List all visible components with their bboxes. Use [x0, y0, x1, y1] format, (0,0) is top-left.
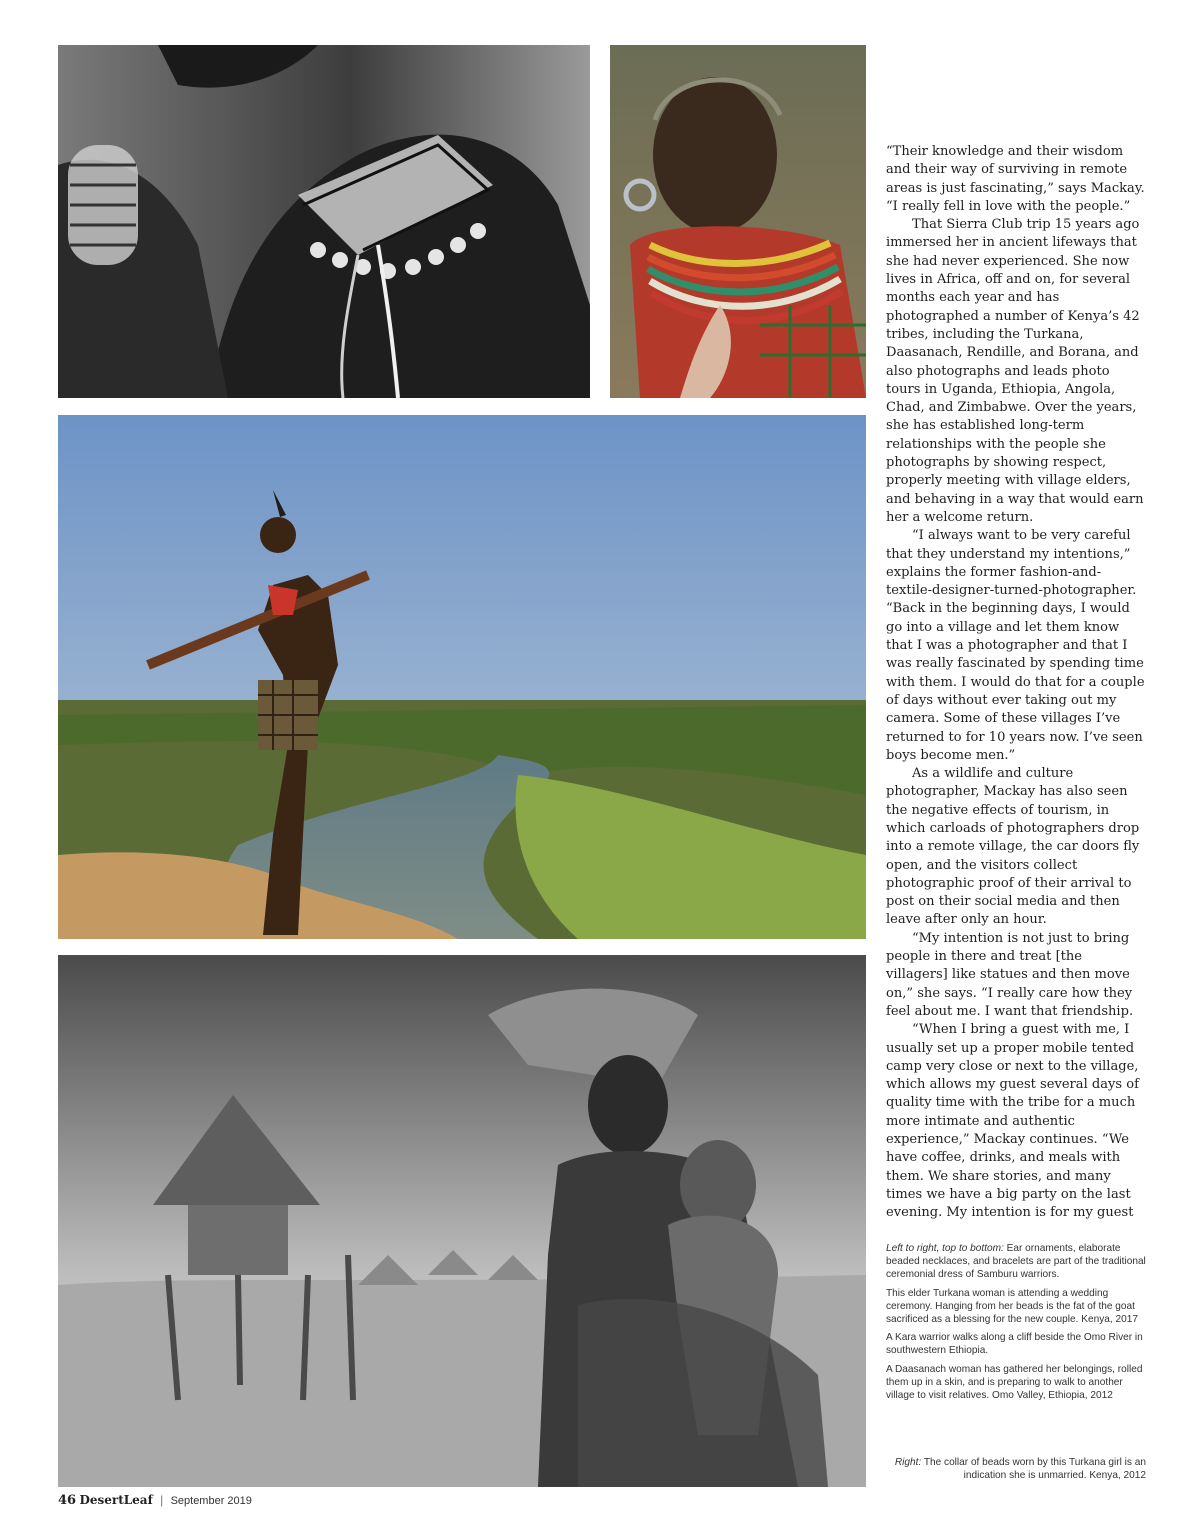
body-paragraph-3: “I always want to be very careful that they understand my intentions,” explains the former fashion-and-textile-designer-turned-photographer. “Back in the beginning days, I would go into a village and let them know that I was a photographer and that I was really fascinated by spending time with them. I would do that for a couple of days without ever taking out my camera. Some of these villages I’ve returned to for 10 years now. I’ve seen boys become men.” [886, 528, 1145, 763]
photo-captions [886, 1243, 1146, 1409]
caption-1-text: Ear ornaments, elaborate beaded necklaces, and bracelets are part of the traditional ceremonial dress of Samburu warriors. [886, 1243, 1146, 1280]
caption-right [886, 1456, 1146, 1482]
photo-daasanach-graphic [58, 955, 866, 1487]
issue-date: September 2019 [170, 1495, 252, 1507]
photo-kara-warrior [58, 415, 866, 939]
caption-2: This elder Turkana woman is attending a wedding ceremony. Hanging from her beads is the fat of the goat sacrificed as a blessing for the new couple. Kenya, 2017 [886, 1287, 1138, 1325]
body-paragraph-2: That Sierra Club trip 15 years ago immersed her in ancient lifeways that she had never experienced. She now lives in Africa, off and on, for several months each year and has photographed a number of Kenya’s 42 tribes, including the Turkana, Daasanach, Rendille, and Borana, and also photographs and leads photo tours in Uganda, Ethiopia, Angola, Chad, and Zimbabwe. Over the years, she has established long-term relationships with the people she photographs by showing respect, properly meeting with village elders, and behaving in a way that would earn her a welcome return. [886, 217, 1144, 525]
photo-daasanach-woman [58, 955, 866, 1487]
caption-lead: Left to right, top to bottom: [886, 1243, 1004, 1254]
photo-turkana-elder [610, 45, 866, 398]
photo-turkana-graphic [610, 45, 866, 398]
footer-separator: | [160, 1493, 164, 1507]
article-body [886, 143, 1146, 1223]
body-paragraph-1: “Their knowledge and their wisdom and their way of surviving in remote areas is just fascinating,” says Mackay. “I really fell in love with the people.” [886, 144, 1145, 214]
caption-3: A Kara warrior walks along a cliff beside the Omo River in southwestern Ethiopia. [886, 1332, 1143, 1357]
caption-1 [886, 1243, 1146, 1282]
caption-4: A Daasanach woman has gathered her belongings, rolled them up in a skin, and is preparing to walk to another village to visit relatives. Omo Valley, Ethiopia, 2012 [886, 1364, 1143, 1402]
magazine-name: DesertLeaf [79, 1493, 153, 1507]
body-paragraph-4: As a wildlife and culture photographer, Mackay has also seen the negative effects of tourism, in which carloads of photographers drop into a remote village, the car doors fly open, and the visitors collect photographic proof of their arrival to post on their social media and then leave after only an hour. [886, 766, 1140, 928]
body-paragraph-6: “When I bring a guest with me, I usually set up a proper mobile tented camp very close or next to the village, which allows my guest several days of quality time with the tribe for a much more intimate and authentic experience,” Mackay continues. “We have coffee, drinks, and meals with them. We share stories, and many times we have a big party on the last evening. My intention is for my guest [886, 1022, 1139, 1221]
photo-beadwork-graphic [58, 45, 590, 398]
caption-right-text: The collar of beads worn by this Turkana girl is an indication she is unmarried. Kenya, 2012 [921, 1457, 1146, 1481]
photo-samburu-beadwork [58, 45, 590, 398]
photo-kara-graphic [58, 415, 866, 939]
body-paragraph-5: “My intention is not just to bring people in there and treat [the villagers] like statues and then move on,” she says. “I really care how they feel about me. I want that friendship. [886, 930, 1134, 1019]
page-footer [58, 1493, 252, 1508]
page-number: 46 [58, 1493, 77, 1508]
caption-right-lead: Right: [894, 1457, 922, 1468]
